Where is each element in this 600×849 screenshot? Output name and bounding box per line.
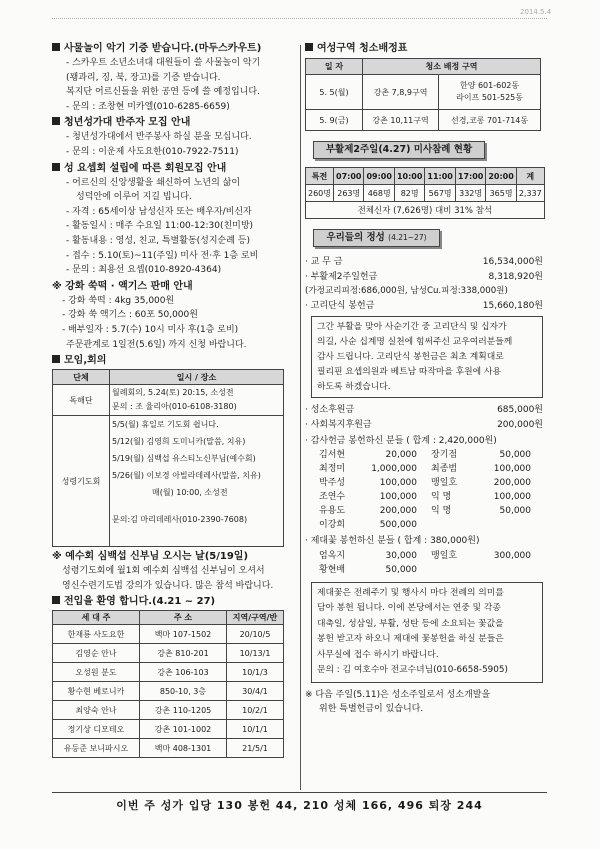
hymn-footer: 이번 주 성가 입당 130 봉헌 44, 210 성체 166, 496 퇴장 244 (52, 792, 547, 813)
table-row: 유등준 보니파시오 백마 408-1301 21/5/1 (53, 739, 284, 758)
table-header: 청소 배정 구역 (363, 59, 541, 75)
text-line: - 스카우트 소년소녀대 대원들이 쓸 사물놀이 악기 (66, 58, 261, 68)
text-line: (꽹과리, 징, 북, 장고)를 기증 받습니다. (66, 72, 221, 83)
table-row: 한재룡 사도요한 백마 107-1502 20/10/5 (53, 625, 284, 644)
text-line: - 문의 : 이운제 사도요한(010-7922-7511) (66, 146, 239, 157)
square-bullet-icon (52, 163, 60, 171)
text-line: 성령기도회에 월1회 예수회 심백섭 신부님이 오셔서 (62, 566, 265, 577)
cell-line: 월례회의, 5.24(토) 20:15, 소성전 (112, 388, 234, 398)
section-title-meetings: 모임,회의 (52, 354, 298, 368)
table-header: 지역/구역/반 (227, 611, 284, 625)
text-line: 주문관계로 1일전(5.6일) 까지 신청 바랍니다. (66, 339, 247, 350)
square-bullet-icon (52, 355, 60, 363)
square-bullet-icon (52, 117, 60, 125)
page-number: 2014.5.4 (520, 8, 552, 16)
table-header: 세 대 주 (53, 611, 140, 625)
square-bullet-icon (52, 596, 60, 604)
table-header: 주 소 (140, 611, 227, 625)
amount-row: · 사회복지후원금 200,000원 (305, 419, 543, 430)
altar-flower-title: · 제대꽃 봉헌하신 분들 ( 합계 : 380,000원) (305, 536, 480, 547)
section-title-choir: 청년성가대 반주자 모집 안내 (52, 116, 298, 130)
top-rule (52, 18, 547, 19)
text-line: - 문의 : 최용선 요셉(010-8920-4364) (66, 265, 222, 276)
table-row: 전체신자 (7,626명) 대비 31% 참석 (306, 202, 545, 219)
cell-line: 문의:김 마리데레사(010-2390-7608) (112, 515, 248, 525)
table-cell: 성령기도회 (53, 416, 110, 547)
section-title-joseph: 성 요셉회 설립에 따른 회원모집 안내 (52, 162, 298, 176)
text-line: - 강화 쑥 액기스 : 60포 50,000원 (62, 310, 198, 321)
table-row: 정기상 디모테오 강촌 101-1002 10/1/1 (53, 720, 284, 739)
right-column (305, 42, 543, 717)
table-row: 5. 5(월) 강촌 7,8,9구역 한양 601-602동 라이프 501-525동 (306, 75, 541, 110)
text-line: - 어르신의 신앙생활을 쇄신하여 노년의 삶이 (66, 177, 241, 188)
table-header: 일 자 (306, 59, 363, 75)
attendance-table: 특전 07:00 09:00 10:00 11:00 17:00 20:00 계 260명 263명 468명 82명 567명 332명 365명 2,337 전체신자 (7,626명) 대비 31% 참석 (305, 167, 545, 219)
offerings-title: 우리들의 정성 (4.21~27) (313, 229, 440, 247)
amount-row: · 고리단식 봉헌금 15,660,180원 (305, 300, 543, 311)
square-bullet-icon (305, 43, 313, 51)
text-line: - 접수 : 5.10(토)~11(주일) 미사 전·후 1층 로비 (66, 250, 259, 261)
table-row: 오성원 분도 강촌 106-103 10/1/3 (53, 663, 284, 682)
altar-flower-list: 엄옥지 30,000 맹일호 300,000 황현배 50,000 (319, 550, 531, 575)
table-row: 260명 263명 468명 82명 567명 332명 365명 2,337 (306, 185, 545, 202)
left-column (52, 42, 298, 758)
text-line: - 활동내용 : 영성, 친교, 특별활동(성지순례 등) (66, 235, 250, 246)
meetings-table (52, 369, 284, 547)
text-line: 복지단 어르신들을 위한 공연 등에 쓸 예정입니다. (66, 87, 260, 98)
cell-line: 5/5(월) 휴일로 기도회 쉽니다. (112, 420, 219, 430)
text-line: - 활동일시 : 매주 수요일 11:00-12:30(친미방) (66, 221, 254, 232)
amount-note: (가정교리피정:686,000원, 남성Cu.피정:338,000원) (305, 286, 508, 297)
cell-line: 문의 : 조 율리아(010-6108-3180) (112, 402, 237, 412)
cell-line: 5/26(월) 이보경 아빌라데레사(말씀, 치유) (112, 471, 261, 481)
table-cell: 독해단 (53, 385, 110, 416)
altar-flower-notice-box: 제대꽃은 전례주기 및 행사시 마다 전례의 의미를 담아 봉헌 됩니다. 이에 본당에서는 연중 및 각종 대축일, 성삼일, 부활, 성탄 등에 소요되는 꽃값을 봉헌 받고자 하오니 제대에 꽃봉헌을 하실 분들은 사무실에 접수 하시기 바랍니다. 문의 : 김 여호수아 전교수녀님(010-6658-5905) (311, 582, 543, 683)
mass-attendance-title: 부활제2주일(4.27) 미사참례 현황 (313, 141, 485, 159)
amount-row: · 교 무 금 16,534,000원 (305, 257, 543, 267)
column-divider (300, 45, 301, 790)
section-title-cleaning: 여성구역 청소배정표 (305, 42, 543, 56)
text-line: ※ 다음 주일(5.11)은 성소주일로서 성소개발을 (305, 689, 491, 700)
table-cell (110, 385, 284, 416)
table-row: 최양숙 안나 강촌 110-1205 10/2/1 (53, 701, 284, 720)
cleaning-table (305, 58, 541, 131)
amount-row: · 부활제2주일헌금 8,318,920원 (305, 271, 543, 282)
text-line: - 자격 : 65세이상 남성신자 또는 배우자/비신자 (66, 206, 252, 217)
text-line: - 강화 쑥떡 : 4kg 35,000원 (62, 295, 175, 306)
section-title-instruments: 사물놀이 악기 기증 받습니다.(마두스카우트) (52, 42, 298, 56)
text-line: 위한 특별헌금이 있습니다. (319, 704, 424, 715)
thanks-offering-title: · 감사헌금 봉헌하신 분들 ( 합계 : 2,420,000원) (305, 435, 497, 446)
text-line: - 배부일자 : 5.7(수) 10시 미사 후(1층 로비) (62, 324, 239, 335)
cell-line: 매(월) 10:00, 소성전 (152, 488, 228, 498)
text-line: - 청년성가대에서 반주봉사 하실 분을 모십니다. (66, 132, 252, 143)
newcomers-table (52, 610, 284, 758)
section-title-newcomers: 전입을 환영 합니다.(4.21 ~ 27) (52, 595, 298, 609)
text-line: 영신수련기도법 강의가 있습니다. 많은 참석 바랍니다. (62, 580, 274, 591)
section-title-jesuit: ※ 예수회 심백섭 신부님 오시는 날(5/19일) (52, 551, 249, 563)
amount-row: · 성소후원금 685,000원 (305, 405, 543, 416)
text-line: 성덕안에 이루어 지길 빕니다. (76, 192, 192, 203)
section-title-mugwort: ※ 강화 쑥떡 · 액기스 판매 안내 (52, 280, 193, 292)
table-header: 일시 / 장소 (110, 370, 284, 385)
fasting-notice-box: 그간 부활을 맞아 사순기간 중 고리단식 및 십자가 의길, 사순 십계명 실천에 힘써주신 교우여러분들께 감사 드립니다. 고리단식 봉헌금은 최초 계획대로 필리핀 요셉의원과 베트남 따작마을 후원에 사용 하도록 하겠습니다. (311, 316, 543, 398)
table-header: 단체 (53, 370, 110, 385)
text-line: - 문의 : 조창현 미카엘(010-6285-6659) (66, 101, 230, 112)
square-bullet-icon (52, 43, 60, 51)
table-row: 김영순 안나 강촌 810-201 10/13/1 (53, 644, 284, 663)
table-cell (110, 416, 284, 547)
table-row: 황수현 베로니카 850-10, 3층 30/4/1 (53, 682, 284, 701)
thanks-offering-list: 김서현 20,000 장기점 50,000 최정미 1,000,000 최종범 100,000 박주성 100,000 맹일호 200,000 조연수 100,000 익 명 100,000 유용도 200,000 익 명 50,000 이강희 500,000 (319, 450, 531, 531)
table-row: 5. 9(금) 강촌 10,11구역 선경,코롱 701-714동 (306, 110, 541, 131)
cell-line: 5/19(월) 심백섭 유스티노신부님(예수회) (112, 454, 256, 464)
cell-line: 5/12(월) 김영희 도미니카(말씀, 치유) (112, 437, 246, 447)
